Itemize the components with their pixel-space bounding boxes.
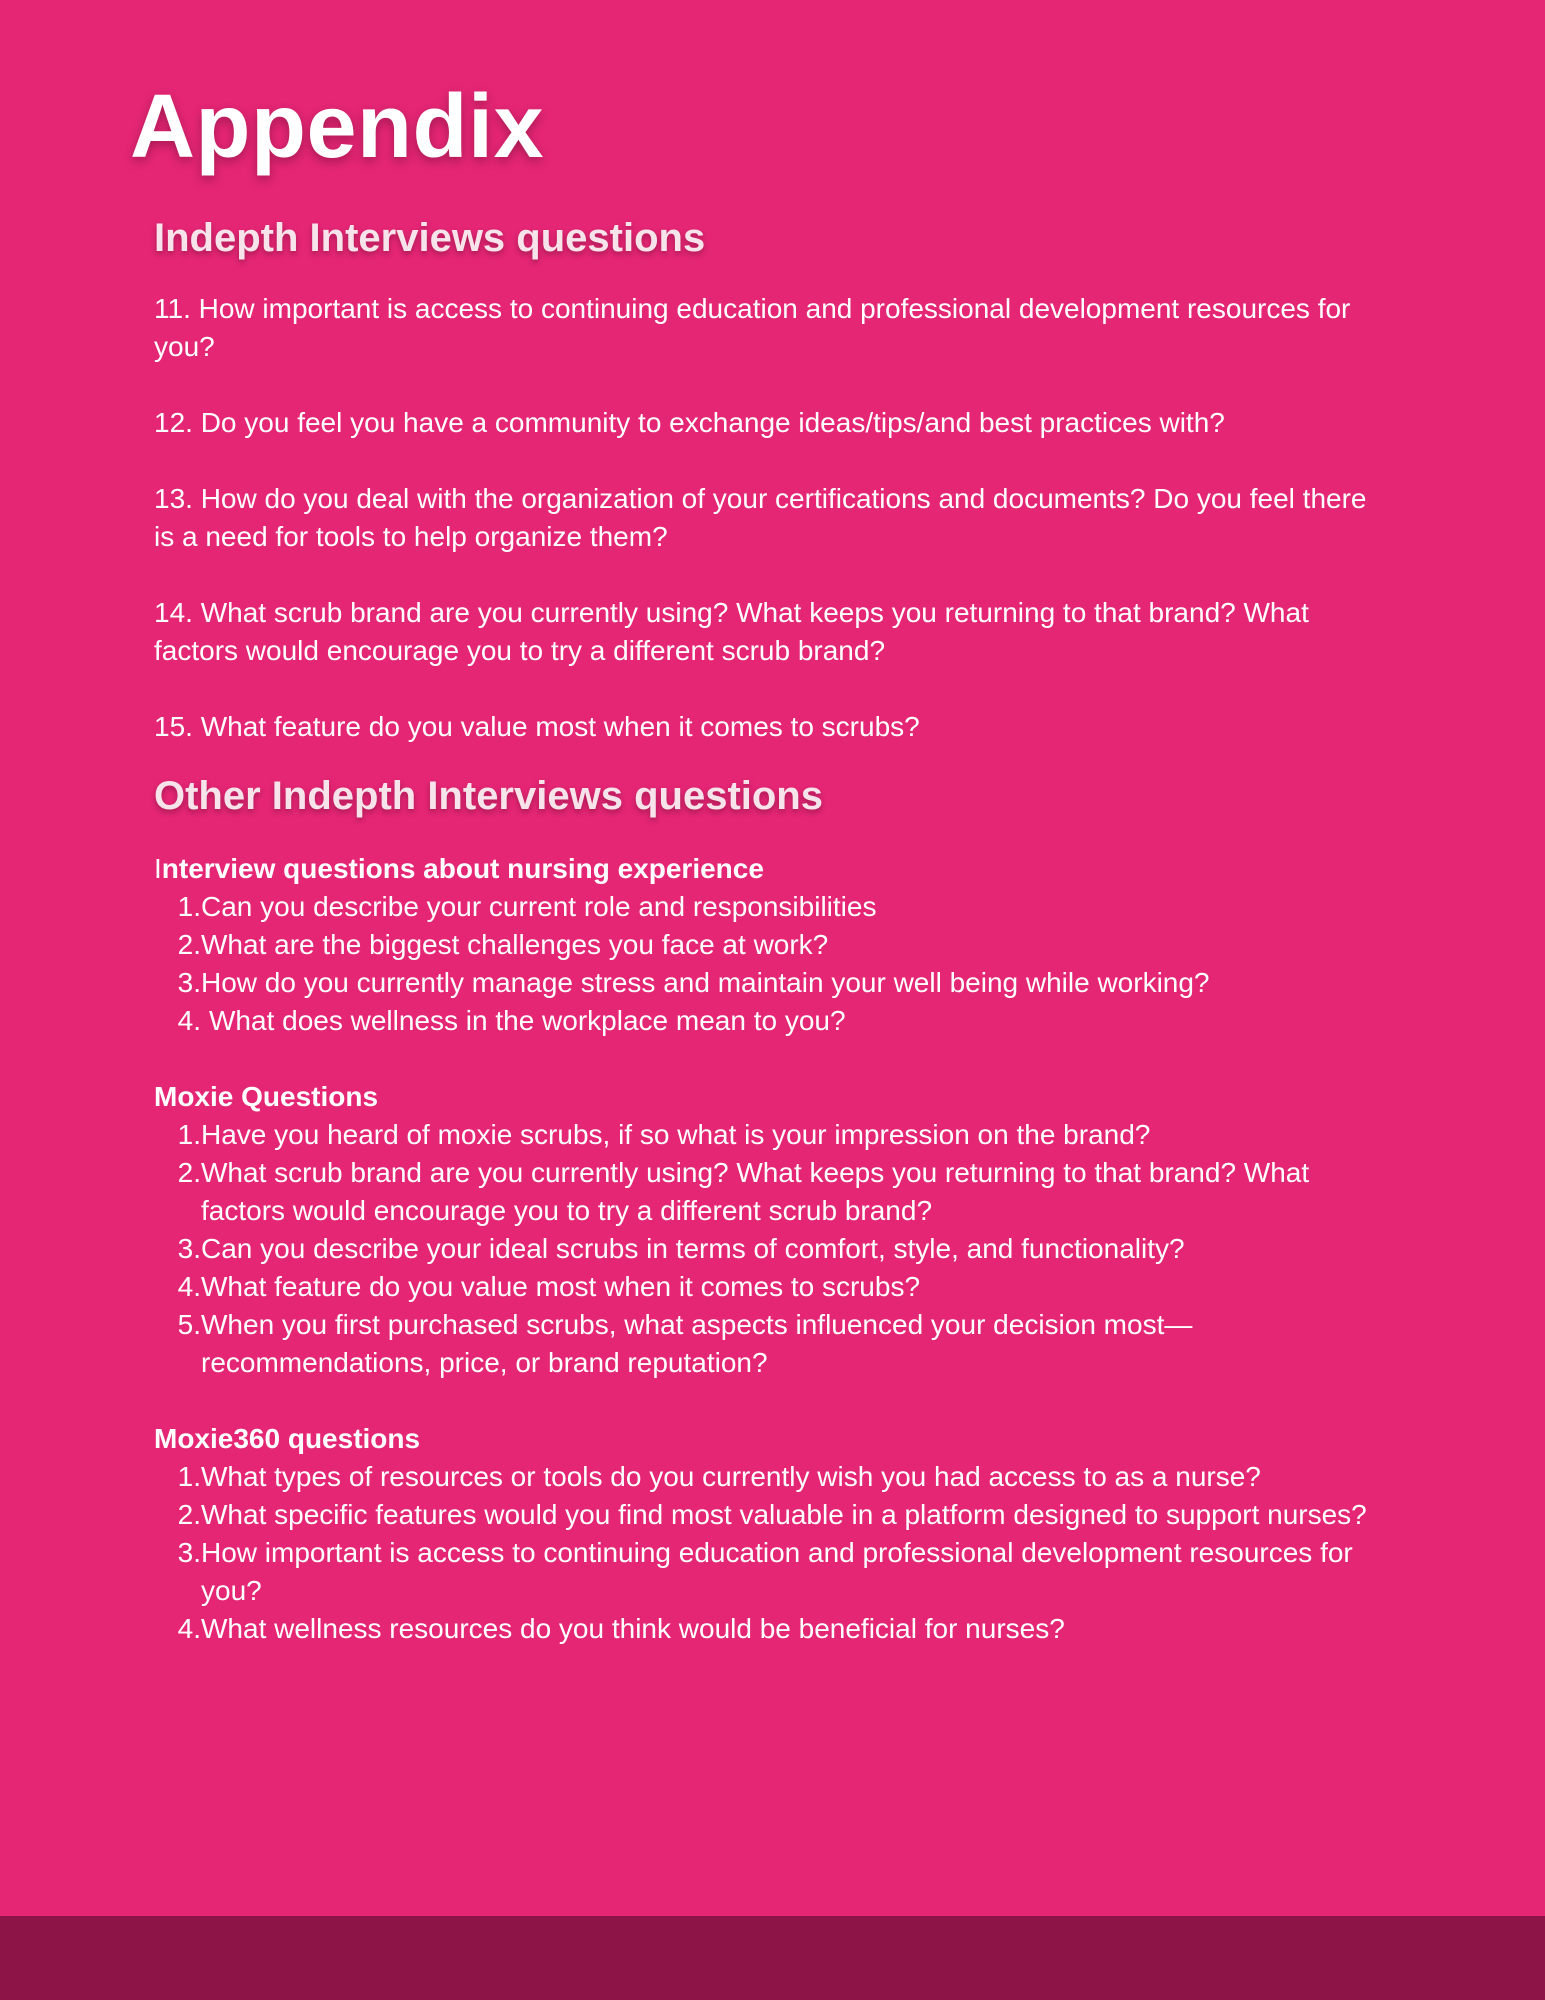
moxie-questions-title: Moxie Questions — [154, 1081, 379, 1112]
list-number: 3. — [177, 967, 201, 998]
page-title: Appendix — [130, 77, 545, 177]
indepth-question-list — [154, 290, 1394, 746]
indepth-question: 15. What feature do you value most when it comes to scrubs? — [154, 711, 920, 742]
list-item — [154, 1268, 1394, 1306]
list-number: 3. — [177, 1233, 201, 1264]
list-item — [154, 1610, 1394, 1648]
list-text: What wellness resources do you think would be beneficial for nurses? — [201, 1613, 1065, 1644]
list-number: 1. — [177, 891, 201, 922]
list-text: Can you describe your current role and responsibilities — [201, 891, 877, 922]
list-number: 4. — [177, 1271, 201, 1302]
indepth-heading: Indepth Interviews questions — [154, 216, 706, 260]
nursing-questions-title — [154, 850, 1394, 888]
list-number: 4. — [177, 1005, 201, 1036]
list-number: 2. — [177, 1157, 201, 1188]
list-text: What are the biggest challenges you face at work? — [201, 929, 829, 960]
list-number: 1. — [177, 1119, 201, 1150]
nursing-title-rest: nterview questions about nursing experience — [161, 853, 764, 884]
footer-band — [0, 1916, 1545, 2000]
list-item — [154, 926, 1394, 964]
list-number: 2. — [177, 929, 201, 960]
other-indepth-heading: Other Indepth Interviews questions — [154, 774, 823, 818]
list-item — [154, 964, 1394, 1002]
indepth-question: 11. How important is access to continuing education and professional development resources for you? — [154, 293, 1351, 362]
list-text: How do you currently manage stress and maintain your well being while working? — [201, 967, 1210, 998]
list-text: What scrub brand are you currently using? What keeps you returning to that brand? What factors would encourage you to try a different scrub brand? — [201, 1157, 1310, 1226]
list-number: 3. — [177, 1537, 201, 1568]
list-item — [154, 1230, 1394, 1268]
list-number: 4. — [177, 1613, 201, 1644]
indepth-question: 12. Do you feel you have a community to exchange ideas/tips/and best practices with? — [154, 407, 1225, 438]
list-text: What specific features would you find most valuable in a platform designed to support nurses? — [201, 1499, 1367, 1530]
list-item — [154, 1154, 1394, 1230]
nursing-title-initial: I — [154, 853, 162, 884]
list-item — [154, 1496, 1394, 1534]
indepth-question: 14. What scrub brand are you currently using? What keeps you returning to that brand? What factors would encourage you to try a different scrub brand? — [154, 597, 1309, 666]
list-text: Can you describe your ideal scrubs in terms of comfort, style, and functionality? — [201, 1233, 1185, 1264]
list-item — [154, 1458, 1394, 1496]
list-item — [154, 1534, 1394, 1610]
appendix-content — [154, 214, 1394, 1648]
list-number: 2. — [177, 1499, 201, 1530]
list-item — [154, 1116, 1394, 1154]
indepth-question: 13. How do you deal with the organization of your certifications and documents? Do you feel there is a need for tools to help organize them? — [154, 483, 1367, 552]
list-text: What does wellness in the workplace mean to you? — [209, 1005, 846, 1036]
nursing-question-list — [154, 888, 1394, 1040]
list-text: How important is access to continuing education and professional development resources for you? — [201, 1537, 1353, 1606]
moxie360-questions-title: Moxie360 questions — [154, 1423, 421, 1454]
list-text: What feature do you value most when it comes to scrubs? — [201, 1271, 921, 1302]
list-number: 5. — [177, 1309, 201, 1340]
list-item — [154, 1002, 1394, 1040]
list-text: What types of resources or tools do you currently wish you had access to as a nurse? — [201, 1461, 1261, 1492]
moxie360-question-list — [154, 1458, 1394, 1648]
list-item — [154, 1306, 1394, 1382]
moxie-question-list — [154, 1116, 1394, 1382]
list-item — [154, 888, 1394, 926]
list-text: When you first purchased scrubs, what aspects influenced your decision most—recommendations, price, or brand reputation? — [201, 1309, 1193, 1378]
list-text: Have you heard of moxie scrubs, if so what is your impression on the brand? — [201, 1119, 1151, 1150]
list-number: 1. — [177, 1461, 201, 1492]
